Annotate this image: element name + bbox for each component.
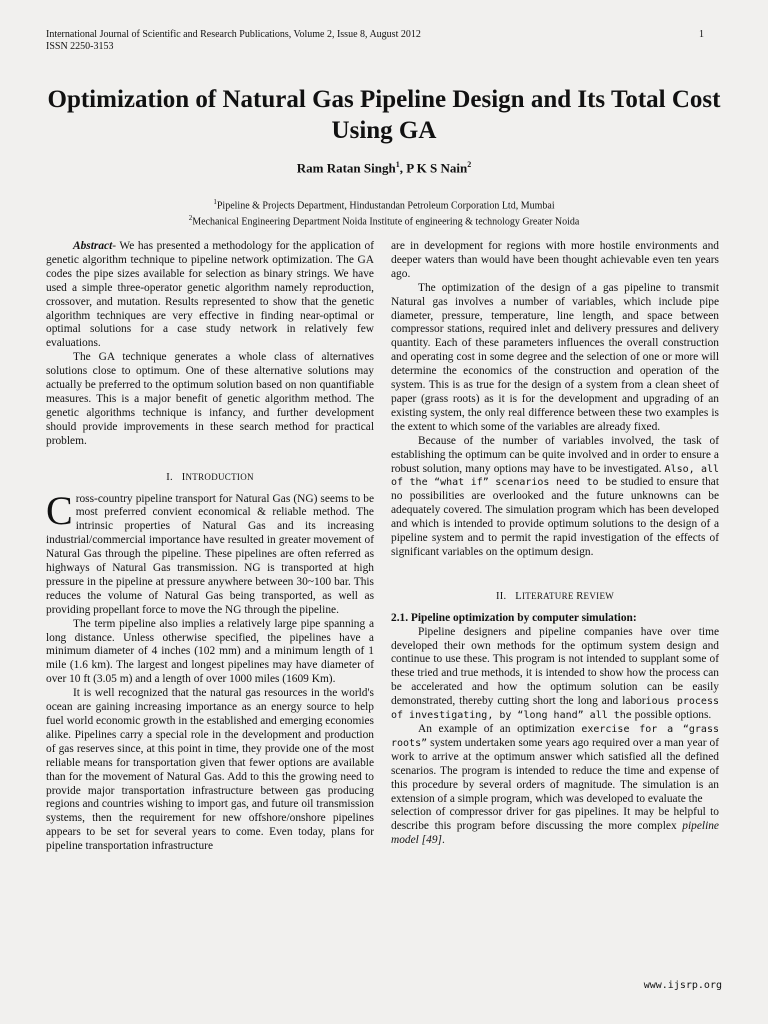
body-text: Because of the number of variables involved, the task of establishing the optimum can be quite involved and in order to ensure a robust solution, many options may have to be investigated.	[391, 434, 719, 475]
section-title-initial: I	[181, 471, 186, 483]
left-column	[46, 240, 374, 854]
paper-title: Optimization of Natural Gas Pipeline Design and Its Total Cost Using GA	[47, 86, 721, 144]
abstract-paragraph	[46, 240, 374, 351]
section-number: II.	[495, 590, 507, 602]
journal-citation: International Journal of Scientific and Research Publications, Volume 2, Issue 8, August 2012	[46, 29, 421, 40]
issn: ISSN 2250-3153	[46, 41, 114, 52]
section-title-rest: ITERATURE	[521, 590, 577, 601]
running-header	[46, 29, 421, 53]
intro-text: ross-country pipeline transport for Natural Gas (NG) seems to be most preferred convient economical & reliable method. The intrinsic properties of Natural Gas and its increasing industrial/commercial importance have resulted in greater movement of Natural Gas through the pipeline. These pipelines are often referred as highways of Natural Gas transmission. NG is transported at high pressure in the pipeline at pressure anywhere between 30~100 bar. This reduces the volume of Natural Gas being transported, as well as providing propellant force to move the NG through the pipeline.	[46, 492, 374, 616]
body-text-mono: ious process of investigating, by “long hand” all the	[391, 696, 719, 722]
affiliation-1	[0, 196, 768, 212]
citation: pipeline model [49]	[391, 820, 719, 847]
affiliation-text: Pipeline & Projects Department, Hindustandan Petroleum Corporation Ltd, Mumbai	[216, 200, 555, 212]
affiliation-superscript: 2	[188, 214, 193, 223]
author-name: Ram Ratan Singh	[296, 160, 396, 176]
author-superscript: 1	[395, 160, 400, 169]
body-paragraph	[391, 626, 719, 723]
affiliation-text: Mechanical Engineering Department Noida Institute of engineering & technology Greater Noida	[192, 216, 580, 228]
body-paragraph-continued: are in development for regions with more hostile environments and deeper waters than would have been thought achievable even ten years ago.	[391, 240, 719, 280]
body-text-mono: Also, all of the “what if” scenarios need to be	[391, 463, 720, 489]
abstract-paragraph-2: The GA technique generates a whole class of alternatives solutions close to optimum. One of these alternative solutions may actually be preferred to the optimum solution based on non quantifiable measures. This is a major benefit of genetic algorithm method. The genetic algorithms technique is infancy, and further development should provide improvements in these search method for practical problem.	[46, 351, 374, 447]
body-text: possible options.	[631, 709, 712, 722]
body-paragraph: The optimization of the design of a gas pipeline to transmit Natural gas involves a number of variables, which include pipe diameter, pressure, temperature, line length, and space between compressor stations, required inlet and delivery pressures and delivery quantity. Each of these parameters influences the overall construction and operating cost in some degree and the selection of one or more will determine the economics of the construction and operation of the system. This is as true for the design of a system from a clean sheet of paper (grass roots) as it is for the development and upgrading of an existing system, the only real difference between these two examples is the extent to which some of the variables are already fixed.	[391, 281, 719, 433]
intro-paragraph-1	[46, 487, 374, 618]
right-column	[391, 240, 719, 848]
author-list	[0, 160, 768, 176]
body-text: selection of compressor driver for gas pipelines. It may be helpful to describe this program before discussing the more complex	[391, 806, 719, 833]
section-title-rest: NTRODUCTION	[185, 471, 254, 482]
abstract-text: - We has presented a methodology for the application of genetic algorithm technique to pipeline network optimization. The GA codes the pipe sizes available for selection as binary strings. We have used a simple three-operator genetic algorithm namely reproduction, crossover, and mutation. Results represented to show that the genetic algorithm techniques are very effective in finding near-optimal or optimal solutions for a case study network in relatively few evaluations.	[46, 240, 374, 350]
body-text: .	[441, 834, 445, 847]
subsection-heading: 2.1. Pipeline optimization by computer simulation:	[391, 611, 637, 624]
body-text: studied to ensure that no possibilities are overlooked and the future unknowns can be adequately covered. The simulation program which has been developed and which is intended to provide optimum solutions to the design of a pipeline system and to permit the rapid investigation of the effects of significant variables on the optimum design.	[391, 476, 720, 558]
section-title-initial: R	[576, 590, 584, 602]
footer-url: www.ijsrp.org	[643, 980, 722, 991]
page-number: 1	[699, 29, 704, 40]
author-separator: ,	[399, 160, 407, 176]
section-heading-introduction	[46, 471, 374, 485]
section-title-rest: EVIEW	[583, 590, 615, 601]
body-paragraph	[391, 806, 719, 848]
abstract-label: Abstract	[73, 240, 113, 252]
affiliation-superscript: 1	[213, 198, 217, 206]
affiliations	[0, 196, 768, 229]
intro-paragraph-3: It is well recognized that the natural gas resources in the world's ocean are gaining increasing importance as an energy source to help fuel world economic growth in the established and emerging economies alike. Pipelines carry a special role in the development and production of gas reserves since, at this point in time, they provide one of the most reliable means for transportation given that fewer options are available than for the movement of Natural Gas. Add to this the growing need to provide major transportation infrastructure between gas producing regions and countries wishing to import gas, and future oil transmission systems, then the requirement for new offshore/onshore pipelines appears to be set for several years to come. Even today, plans for pipeline transportation infrastructure	[46, 687, 374, 853]
intro-paragraph-2: The term pipeline also implies a relatively large pipe spanning a long distance. Unless otherwise specified, the pipelines have a minimum diameter of 4 inches (102 mm) and a minimum length of 1 mile (1.6 km). The largest and longest pipelines may have diameter of over 10 ft (3.05 m) and a length of over 1000 miles (1609 Km).	[46, 617, 374, 686]
body-text-mono: exercise for a “grass roots”	[391, 724, 719, 749]
section-title-initial: L	[515, 590, 522, 602]
section-heading-literature-review	[391, 590, 719, 604]
body-text: An example of an optimization	[418, 723, 582, 735]
body-paragraph	[391, 435, 719, 560]
section-number: I.	[166, 471, 173, 483]
body-text: Pipeline designers and pipeline companies have over time developed their own methods for the optimum system design and continue to use these. This program is not intended to supplant some of these tried and true methods, it is intended to show how the process can be accelerated and how the optimum solution can be easily demonstrated, thereby cutting short the long and labor	[391, 625, 719, 708]
drop-cap: C	[46, 487, 73, 533]
body-paragraph	[391, 723, 719, 806]
author-superscript: 2	[467, 160, 472, 169]
affiliation-2	[0, 212, 768, 228]
body-text: system undertaken some years ago required over a man year of work to arrive at the optimum answer which satisfied all the defined scenarios. The program is intended to reduce the time and expense of this procedure by several orders of magnitude. The simulation is an extension of a simple program, which was developed to evaluate the	[391, 736, 719, 805]
author-name: P K S Nain	[406, 160, 468, 176]
